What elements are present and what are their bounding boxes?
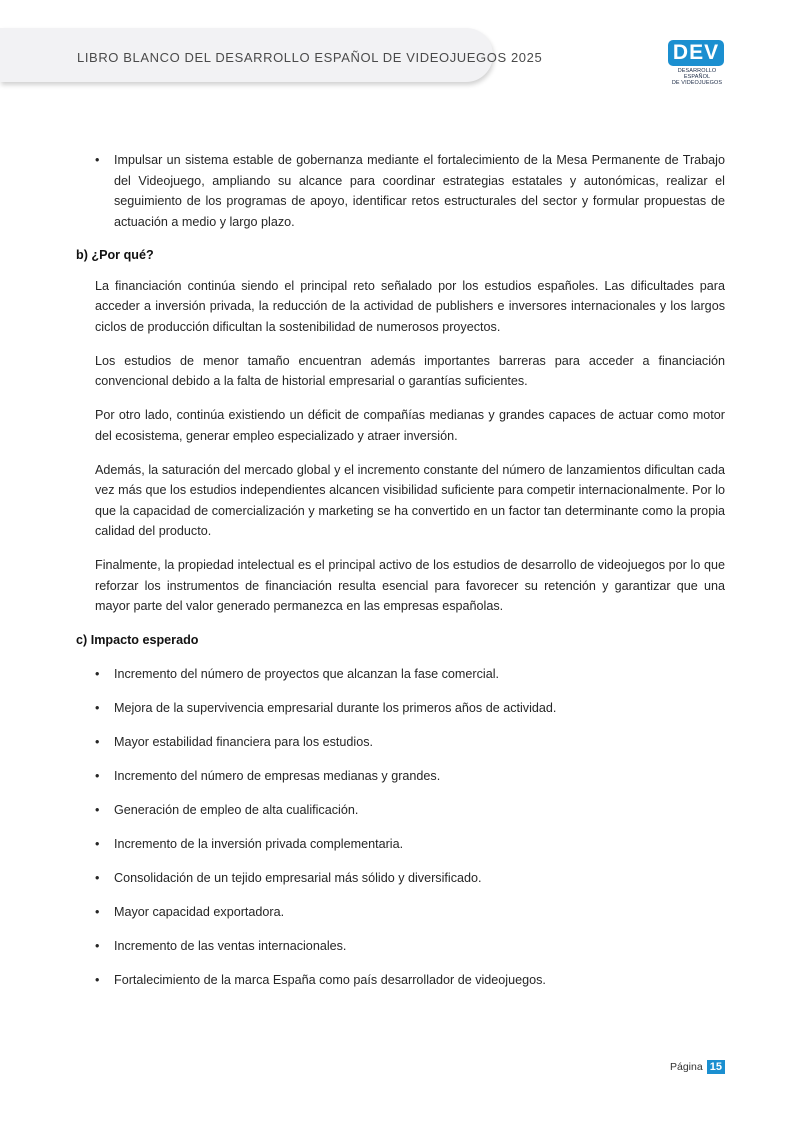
- paragraph: Además, la saturación del mercado global y el incremento constante del número de lanzamientos dificultan cada vez más que los estudios independientes alcancen visibilidad suficiente para competir internacionalmente. Por lo que la capacidad de comercialización y marketing se ha convertido en un factor tan determinante como la propia calidad del producto.: [95, 462, 725, 538]
- paragraph: La financiación continúa siendo el principal reto señalado por los estudios españoles. Las dificultades para acceder a inversión privada, la reducción de la actividad de publishers e inversores internacionales y los largos ciclos de producción dificultan la sostenibilidad de numerosos proyectos.: [95, 278, 725, 334]
- list-item: • Generación de empleo de alta cualificación.: [95, 800, 725, 821]
- list-item: • Mayor capacidad exportadora.: [95, 902, 725, 923]
- logo-line-2: DE VIDEOJUEGOS: [671, 80, 723, 86]
- page-number-badge: 15: [707, 1060, 725, 1074]
- list-item: • Mejora de la supervivencia empresarial durante los primeros años de actividad.: [95, 698, 725, 719]
- page-number: [670, 1060, 725, 1074]
- list-item: • Fortalecimiento de la marca España como país desarrollador de videojuegos.: [95, 970, 725, 991]
- list-item: • Incremento del número de proyectos que alcanzan la fase comercial.: [95, 664, 725, 685]
- list-item: • Mayor estabilidad financiera para los estudios.: [95, 732, 725, 753]
- dev-logo-mark: DEV: [668, 40, 724, 66]
- list-item: • Consolidación de un tejido empresarial más sólido y diversificado.: [95, 868, 725, 889]
- section-heading-why: b) ¿Por qué?: [76, 248, 154, 262]
- logo-line-1: DESARROLLO ESPAÑOL: [677, 68, 717, 80]
- page-label: Página: [670, 1061, 703, 1073]
- dev-logo-subtitle: [668, 68, 726, 86]
- list-item: • Incremento de la inversión privada complementaria.: [95, 834, 725, 855]
- list-item: • Impulsar un sistema estable de gobernanza mediante el fortalecimiento de la Mesa Permanente de Trabajo del Videojuego, ampliando su alcance para coordinar estrategias estatales y autonómicas, realizar el seguimiento de los programas de apoyo, identificar retos estructurales del sector y formular propuestas de actuación a medio y largo plazo.: [95, 150, 725, 232]
- paragraph: Finalmente, la propiedad intelectual es el principal activo de los estudios de desarrollo de videojuegos por lo que reforzar los instrumentos de financiación resulta esencial para favorecer su retención y garantizar que una mayor parte del valor generado permanezca en las empresas españolas.: [95, 558, 725, 613]
- dev-logo: [668, 40, 726, 84]
- document-title: LIBRO BLANCO DEL DESARROLLO ESPAÑOL DE VIDEOJUEGOS 2025: [77, 50, 543, 65]
- intro-bullet-list: [95, 150, 725, 232]
- paragraph: Los estudios de menor tamaño encuentran además importantes barreras para acceder a financiación convencional debido a la falta de historial empresarial o garantías suficientes.: [95, 353, 725, 388]
- impact-list: [95, 664, 725, 991]
- page-content: [76, 150, 725, 1004]
- list-item: • Incremento del número de empresas medianas y grandes.: [95, 766, 725, 787]
- list-item: • Incremento de las ventas internacionales.: [95, 936, 725, 957]
- section-heading-impact: c) Impacto esperado: [76, 632, 199, 647]
- paragraph: Por otro lado, continúa existiendo un déficit de compañías medianas y grandes capaces de actuar como motor del ecosistema, generar empleo especializado y atraer inversión.: [95, 408, 725, 443]
